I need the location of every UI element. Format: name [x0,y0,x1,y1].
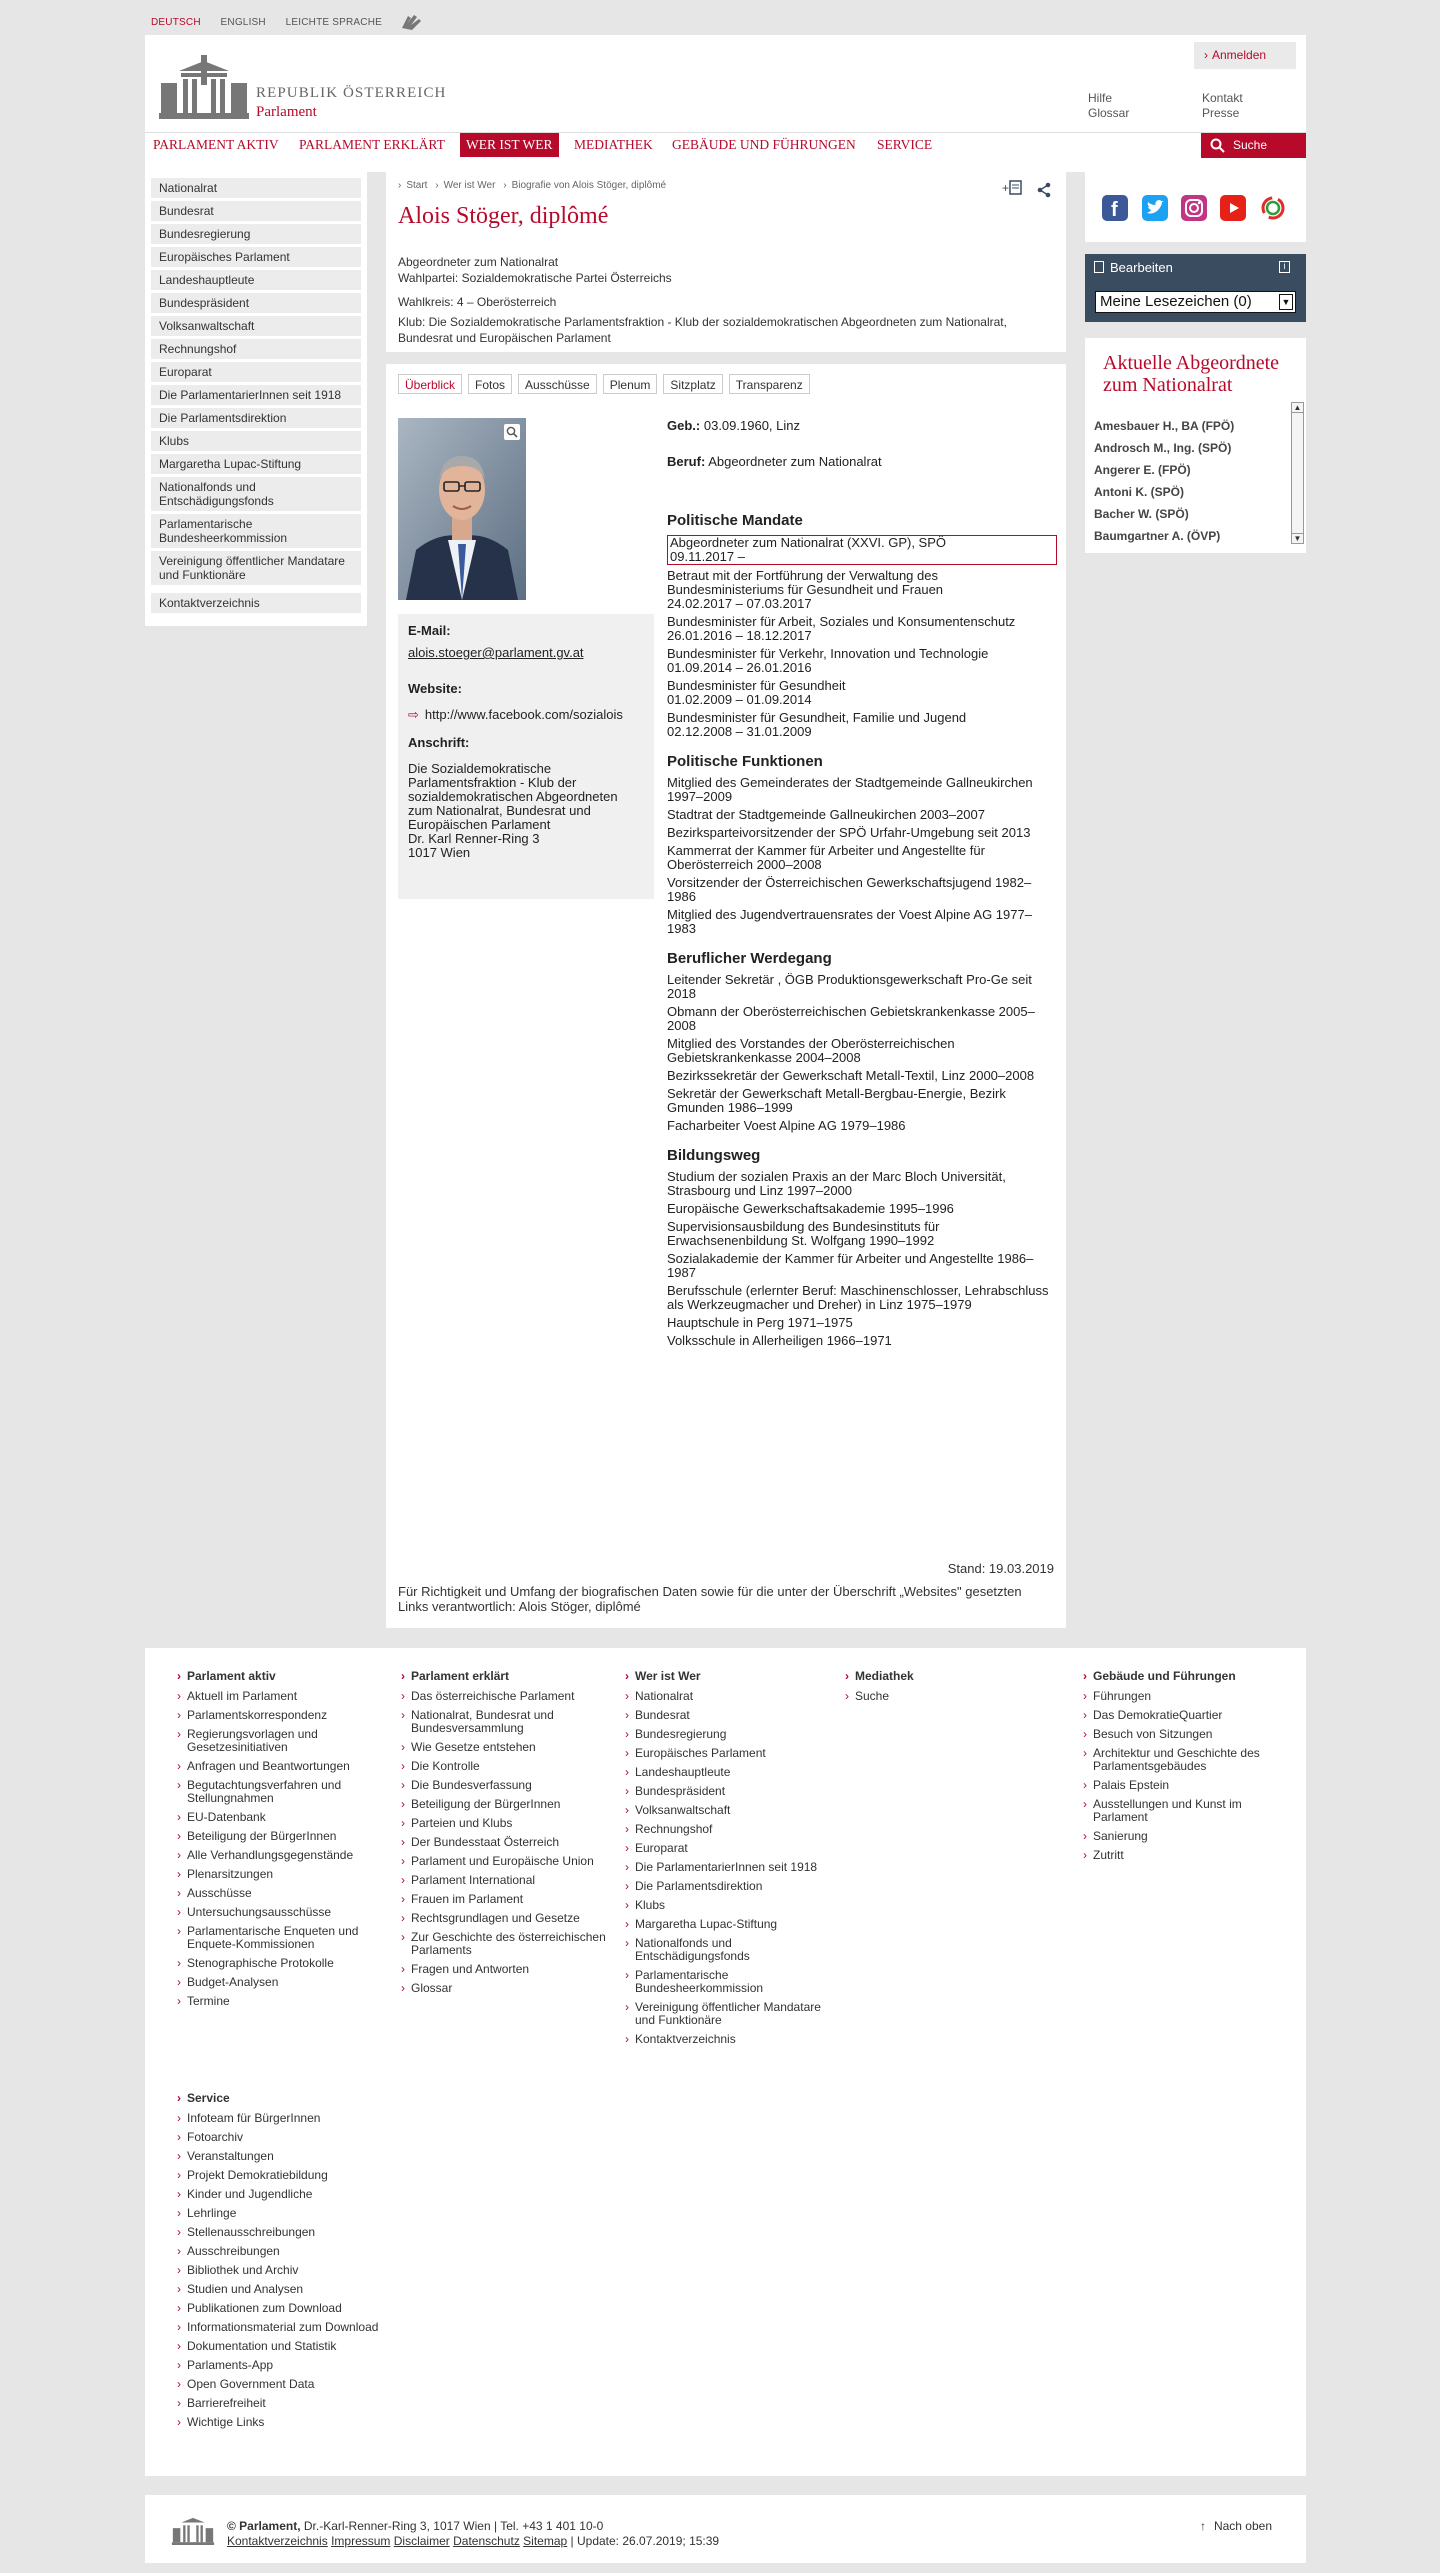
website-label: Website: [408,681,462,696]
sign-language-icon[interactable] [398,12,424,32]
footer-link[interactable]: › Europarat [635,1842,825,1855]
person-role: Abgeordneter zum Nationalrat [398,255,559,269]
footer-link[interactable]: › Wie Gesetze entstehen [411,1741,621,1754]
footer-link[interactable]: › Nationalfonds und Entschädigungsfonds [635,1937,825,1963]
bio-entry: Kammerrat der Kammer für Arbeiter und Angestellte für Oberösterreich 2000–2008 [667,843,985,872]
press-link[interactable]: Presse [1202,106,1240,120]
bottom-link-disclaimer[interactable]: Disclaimer [393,2534,450,2548]
help-link[interactable]: Hilfe [1088,91,1113,105]
leftnav-item[interactable]: Nationalrat [151,178,361,198]
bottom-link-impressum[interactable]: Impressum [331,2534,391,2548]
footer-link[interactable]: › Parlamentarische Bundesheerkommission [635,1969,825,1995]
breadcrumb-arrow-icon: › [435,180,439,191]
bottom-bar [145,2495,1306,2563]
logo-name: REPUBLIK ÖSTERREICH [256,85,447,101]
tab-ausschuesse[interactable]: Ausschüsse [518,374,597,394]
footer-link[interactable]: › Fragen und Antworten [411,1963,621,1976]
tab-sitzplatz[interactable]: Sitzplatz [663,374,722,394]
footer-link[interactable]: › Europäisches Parlament [635,1747,825,1760]
leftnav-item[interactable]: Landeshauptleute [151,270,361,290]
footer-link[interactable]: › Bundesrat [635,1709,825,1722]
breadcrumb [398,180,1054,191]
breadcrumb-wer-ist-wer[interactable]: Wer ist Wer [443,180,496,191]
bottom-link-kontaktverzeichnis[interactable]: Kontaktverzeichnis [227,2534,328,2548]
search-button[interactable]: Suche [1201,133,1306,158]
page-tools [1002,180,1052,201]
footer-link[interactable]: › Beteiligung der BürgerInnen [411,1798,621,1811]
footer-link[interactable]: › Beteiligung der BürgerInnen [187,1830,397,1843]
breadcrumb-arrow-icon: › [398,180,402,191]
footer-link[interactable]: › Kinder und Jugendliche [187,2188,417,2201]
person-club: Klub: Die Sozialdemokratische Parlamentsfraktion - Klub der sozialdemokratischen Abgeordneten zum Nationalrat, Bundesrat und Europäischen Parlament [398,315,1007,345]
footer-link[interactable]: › Anfragen und Beantwortungen [187,1760,397,1773]
nav-service[interactable]: SERVICE [877,137,933,152]
footer-link[interactable]: › Bundesregierung [635,1728,825,1741]
bio-entry: Bundesminister für Gesundheit 01.02.2009 – 01.09.2014 [667,678,846,707]
leftnav-item[interactable]: Bundespräsident [151,293,361,313]
footer-link[interactable]: › Vereinigung öffentlicher Mandatare und Funktionäre [635,2001,825,2027]
footer-link[interactable]: › Stenographische Protokolle [187,1957,397,1970]
lang-deutsch[interactable]: DEUTSCH [151,16,201,28]
leftnav-item[interactable]: Klubs [151,431,361,451]
footer-column-title[interactable]: › Parlament aktiv [187,1670,397,1683]
language-bar [151,12,424,32]
footer-link[interactable]: › Parlament International [411,1874,621,1887]
main-navigation [145,132,1306,157]
social-media-bar [1085,172,1306,242]
birth-info: Geb.: 03.09.1960, Linz [667,418,800,433]
logo-subtitle: Parlament [256,104,317,120]
tab-plenum[interactable]: Plenum [603,374,658,394]
person-district: Wahlkreis: 4 – Oberösterreich [398,295,557,309]
contact-box [398,614,654,899]
responsibility-note: Für Richtigkeit und Umfang der biografischen Daten sowie für die unter der Überschrift „Websites" gesetzten Links verantwortlich: Alois Stöger, diplômé [398,1584,1022,1614]
scroll-down-icon[interactable]: ▼ [1293,534,1302,543]
tab-ueberblick[interactable]: Überblick [398,374,462,394]
footer-link[interactable]: › Studien und Analysen [187,2283,417,2296]
bottom-link-sitemap[interactable]: Sitemap [523,2534,568,2548]
bookmarks-select[interactable]: Meine Lesezeichen (0) ▼ [1095,291,1296,313]
bio-entry: Hauptschule in Perg 1971–1975 [667,1315,853,1330]
parliament-logo[interactable] [159,55,447,122]
footer-link[interactable]: › Sanierung [1093,1830,1293,1843]
bookmarks-panel [1085,254,1306,322]
bio-entry: Abgeordneter zum Nationalrat (XXVI. GP), SPÖ 09.11.2017 – [667,535,1057,565]
bottom-address: Dr.-Karl-Renner-Ring 3, 1017 Wien | Tel. +43 1 401 10-0 [303,2519,604,2533]
footer-link[interactable]: › Zur Geschichte des österreichischen Parlaments [411,1931,621,1957]
biography [667,419,1057,1364]
leftnav-item[interactable]: Bundesregierung [151,224,361,244]
address-text: Die Sozialdemokratische Parlamentsfraktion - Klub der sozialdemokratischen Abgeordneten zum Nationalrat, Bundesrat und Europäischen Parlament Dr. Karl Renner-Ring 3 1017 Wien [408,761,618,860]
left-navigation [145,172,367,626]
footer-link[interactable]: › Regierungsvorlagen und Gesetzesinitiativen [187,1728,397,1754]
breadcrumb-arrow-icon: › [503,180,507,191]
footer-link[interactable]: › Palais Epstein [1093,1779,1293,1792]
external-link-icon: ⇨ [408,708,419,722]
chevron-down-icon: ▼ [1279,294,1293,310]
website-link[interactable]: ⇨ http://www.facebook.com/sozialois [408,708,623,722]
footer-column-title[interactable]: › Service [187,2092,417,2105]
footer-link[interactable]: › Klubs [635,1899,825,1912]
footer-column-parlament-erklaert [411,1670,621,2001]
footer-link[interactable]: › Parlament und Europäische Union [411,1855,621,1868]
list-item[interactable]: Antoni K. (SPÖ) [1094,485,1184,499]
footer-link[interactable]: › Bundespräsident [635,1785,825,1798]
nav-mediathek[interactable]: MEDIATHEK [574,137,653,152]
facebook-icon[interactable] [1102,195,1128,221]
footer-link[interactable]: › Die Bundesverfassung [411,1779,621,1792]
nav-parlament-erklaert[interactable]: PARLAMENT ERKLÄRT [299,137,445,152]
footer-column-title[interactable]: › Wer ist Wer [635,1670,825,1683]
person-header-card [386,172,1066,352]
list-item[interactable]: Angerer E. (FPÖ) [1094,463,1191,477]
login-button[interactable]: › Anmelden [1194,42,1296,69]
footer-link[interactable]: › Der Bundesstaat Österreich [411,1836,621,1849]
bio-entry: Volksschule in Allerheiligen 1966–1971 [667,1333,892,1348]
footer-link[interactable]: › Architektur und Geschichte des Parlamentsgebäudes [1093,1747,1293,1773]
footer-column-wer-ist-wer [635,1670,825,2052]
biography-card [386,364,1066,1628]
footer-link[interactable]: › Suche [855,1690,1055,1703]
footer-link[interactable]: › Die ParlamentarierInnen seit 1918 [635,1861,825,1874]
zoom-icon[interactable] [504,424,520,440]
email-label: E-Mail: [408,623,451,638]
footer-column-title[interactable]: › Mediathek [855,1670,1055,1683]
footer-link[interactable]: › Lehrlinge [187,2207,417,2220]
parliament-building-icon [159,55,249,119]
breadcrumb-start[interactable]: Start [406,180,428,191]
footer-link[interactable]: › Untersuchungsausschüsse [187,1906,397,1919]
leftnav-item[interactable]: Europäisches Parlament [151,247,361,267]
email-link[interactable]: alois.stoeger@parlament.gv.at [408,645,584,660]
profession-info: Beruf: Abgeordneter zum Nationalrat [667,454,882,469]
footer-column-title[interactable]: › Parlament erklärt [411,1670,621,1683]
twitter-icon[interactable] [1142,195,1168,221]
footer-link[interactable]: › Nationalrat, Bundesrat und Bundesversammlung [411,1709,621,1735]
svg-text:+: + [1002,181,1010,195]
footer-column-parlament-aktiv [187,1670,397,2014]
leftnav-item[interactable]: Kontaktverzeichnis [151,593,361,613]
footer-link[interactable]: › Frauen im Parlament [411,1893,621,1906]
site-footer [145,1648,1306,2476]
bio-entry: Supervisionsausbildung des Bundesinstituts für Erwachsenenbildung St. Wolfgang 1990–1992 [667,1219,940,1248]
footer-link[interactable]: › Landeshauptleute [635,1766,825,1779]
footer-link[interactable]: › Glossar [411,1982,621,1995]
bio-entry: Obmann der Oberösterreichischen Gebietskrankenkasse 2005–2008 [667,1004,1035,1033]
footer-link[interactable]: › Budget-Analysen [187,1976,397,1989]
list-item[interactable]: Androsch M., Ing. (SPÖ) [1094,441,1232,455]
leftnav-item[interactable]: Margaretha Lupac-Stiftung [151,454,361,474]
footer-link[interactable]: › Wichtige Links [187,2416,417,2429]
breadcrumb-current: Biografie von Alois Stöger, diplômé [511,180,667,191]
bottom-brand: © Parlament, [227,2519,301,2533]
footer-link[interactable]: › EU-Datenbank [187,1811,397,1824]
svg-text:f: f [1111,199,1118,221]
current-members-title: Aktuelle Abgeordnete zum Nationalrat [1103,352,1280,396]
lang-english[interactable]: ENGLISH [220,16,266,28]
bottom-link-datenschutz[interactable]: Datenschutz [453,2534,520,2548]
leftnav-item[interactable]: Europarat [151,362,361,382]
footer-column-title[interactable]: › Gebäude und Führungen [1093,1670,1293,1683]
contact-link[interactable]: Kontakt [1202,91,1243,105]
page-title: Alois Stöger, diplômé [398,203,609,229]
lang-leichte-sprache[interactable]: LEICHTE SPRACHE [285,16,382,28]
footer-link[interactable]: › Projekt Demokratiebildung [187,2169,417,2182]
back-to-top-link[interactable]: ↑ Nach oben [1199,2519,1272,2533]
person-party: Wahlpartei: Sozialdemokratische Partei Österreichs [398,271,672,285]
footer-link[interactable]: › Führungen [1093,1690,1293,1703]
bio-entry: Bundesminister für Verkehr, Innovation und Technologie 01.09.2014 – 26.01.2016 [667,646,989,675]
footer-link[interactable]: › Veranstaltungen [187,2150,417,2163]
arrow-up-icon: ↑ [1199,2519,1206,2533]
bio-entry: Stadtrat der Stadtgemeinde Gallneukirchen 2003–2007 [667,807,985,822]
footer-link[interactable]: › Parteien und Klubs [411,1817,621,1830]
leftnav-item[interactable]: Die ParlamentarierInnen seit 1918 [151,385,361,405]
bookmark-icon [1094,261,1104,273]
footer-link[interactable]: › Das österreichische Parlament [411,1690,621,1703]
footer-column-mediathek [855,1670,1055,1709]
leftnav-item[interactable]: Rechnungshof [151,339,361,359]
leftnav-item[interactable]: Bundesrat [151,201,361,221]
section-heading: Politische Mandate [667,512,803,529]
section-heading: Politische Funktionen [667,753,823,770]
youtube-icon[interactable] [1220,195,1246,221]
current-members-list [1094,415,1279,547]
person-summary [398,254,1054,346]
footer-link[interactable]: › Besuch von Sitzungen [1093,1728,1293,1741]
footer-column-service [187,2092,417,2435]
leftnav-item[interactable]: Nationalfonds und Entschädigungsfonds [151,477,361,511]
list-item[interactable]: Amesbauer H., BA (FPÖ) [1094,419,1235,433]
footer-link[interactable]: › Open Government Data [187,2378,417,2391]
bio-entry: Europäische Gewerkschaftsakademie 1995–1996 [667,1201,954,1216]
footer-link[interactable]: › Alle Verhandlungsgegenstände [187,1849,397,1862]
bio-entry: Mitglied des Vorstandes der Oberösterreichischen Gebietskrankenkasse 2004–2008 [667,1036,955,1065]
bookmark-add-icon[interactable] [1002,180,1024,198]
list-scrollbar[interactable] [1291,402,1304,544]
footer-link[interactable]: › Parlamentarische Enqueten und Enquete-Kommissionen [187,1925,397,1951]
bio-entry: Facharbeiter Voest Alpine AG 1979–1986 [667,1118,906,1133]
bio-entry: Mitglied des Gemeinderates der Stadtgemeinde Gallneukirchen 1997–2009 [667,775,1033,804]
bio-entry: Bundesminister für Gesundheit, Familie und Jugend 02.12.2008 – 31.01.2009 [667,710,967,739]
footer-link[interactable]: › Publikationen zum Download [187,2302,417,2315]
edit-button[interactable]: Bearbeiten [1094,260,1173,275]
ots-icon[interactable] [1260,195,1286,221]
footer-link[interactable]: › Die Parlamentsdirektion [635,1880,825,1893]
footer-link[interactable]: › Rechnungshof [635,1823,825,1836]
address-label: Anschrift: [408,735,470,750]
parliament-building-icon [171,2515,215,2545]
instagram-icon[interactable] [1181,195,1207,221]
nav-wer-ist-wer[interactable]: WER IST WER [460,133,559,157]
footer-link[interactable]: › Bibliothek und Archiv [187,2264,417,2277]
footer-link[interactable]: › Dokumentation und Statistik [187,2340,417,2353]
leftnav-item[interactable]: Volksanwaltschaft [151,316,361,336]
bio-entry: Sekretär der Gewerkschaft Metall-Bergbau-Energie, Bezirk Gmunden 1986–1999 [667,1086,1006,1115]
bio-entry: Studium der sozialen Praxis an der Marc Bloch Universität, Strasbourg und Linz 1997–2000 [667,1169,1006,1198]
bio-entry: Mitglied des Jugendvertrauensrates der Voest Alpine AG 1977–1983 [667,907,1032,936]
footer-link[interactable]: › Margaretha Lupac-Stiftung [635,1918,825,1931]
footer-link[interactable]: › Ausschüsse [187,1887,397,1900]
bio-entry: Berufsschule (erlernter Beruf: Maschinenschlosser, Lehrabschluss als Werkzeugmacher und Dreher) in Linz 1975–1979 [667,1283,1049,1312]
footer-link[interactable]: › Volksanwaltschaft [635,1804,825,1817]
footer-link[interactable]: › Begutachtungsverfahren und Stellungnahmen [187,1779,397,1805]
leftnav-item[interactable]: Parlamentarische Bundesheerkommission [151,514,361,548]
footer-link[interactable]: › Die Kontrolle [411,1760,621,1773]
scroll-up-icon[interactable]: ▲ [1293,403,1302,412]
footer-link[interactable]: › Barrierefreiheit [187,2397,417,2410]
login-arrow-icon: › [1204,48,1208,62]
bio-entry: Bundesminister für Arbeit, Soziales und Konsumentenschutz 26.01.2016 – 18.12.2017 [667,614,1016,643]
bio-entry: Leitender Sekretär , ÖGB Produktionsgewerkschaft Pro-Ge seit 2018 [667,972,1032,1001]
list-item[interactable]: Bacher W. (SPÖ) [1094,507,1189,521]
tab-transparenz[interactable]: Transparenz [729,374,810,394]
footer-link[interactable]: › Zutritt [1093,1849,1293,1862]
footer-link[interactable]: › Kontaktverzeichnis [635,2033,825,2046]
footer-link[interactable]: › Parlaments-App [187,2359,417,2372]
bottom-info [227,2519,719,2549]
footer-link[interactable]: › Termine [187,1995,397,2008]
bio-entry: Vorsitzender der Österreichischen Gewerkschaftsjugend 1982–1986 [667,875,1032,904]
section-heading: Bildungsweg [667,1147,761,1164]
portrait-image [398,418,526,600]
bio-entry: Bezirkssekretär der Gewerkschaft Metall-Textil, Linz 2000–2008 [667,1068,1035,1083]
footer-link[interactable]: › Ausstellungen und Kunst im Parlament [1093,1798,1293,1824]
bottom-update: | Update: 26.07.2019; 15:39 [570,2534,720,2548]
biography-sections [667,514,1057,1348]
current-members-panel [1085,338,1306,553]
bio-entry: Sozialakademie der Kammer für Arbeiter und Angestellte 1986–1987 [667,1251,1034,1280]
tab-fotos[interactable]: Fotos [468,374,512,394]
footer-link[interactable]: › Nationalrat [635,1690,825,1703]
footer-link[interactable]: › Parlamentskorrespondenz [187,1709,397,1722]
footer-link[interactable]: › Informationsmaterial zum Download [187,2321,417,2334]
footer-link[interactable]: › Stellenausschreibungen [187,2226,417,2239]
footer-link[interactable]: › Infoteam für BürgerInnen [187,2112,417,2125]
footer-link[interactable]: › Das DemokratieQuartier [1093,1709,1293,1722]
footer-link[interactable]: › Plenarsitzungen [187,1868,397,1881]
footer-column-gebaeude-fuehrungen [1093,1670,1293,1868]
bio-entry: Betraut mit der Fortführung der Verwaltung des Bundesministeriums für Gesundheit und Frauen 24.02.2017 – 07.03.2017 [667,568,944,611]
bio-entry: Bezirksparteivorsitzender der SPÖ Urfahr-Umgebung seit 2013 [667,825,1031,840]
nav-parlament-aktiv[interactable]: PARLAMENT AKTIV [153,137,279,152]
leftnav-item[interactable]: Die Parlamentsdirektion [151,408,361,428]
section-heading: Beruflicher Werdegang [667,950,832,967]
glossary-link[interactable]: Glossar [1088,106,1130,120]
portrait-photo[interactable] [398,418,526,600]
tab-bar [398,374,1054,394]
footer-link[interactable]: › Fotoarchiv [187,2131,417,2144]
site-header [145,35,1306,172]
footer-link[interactable]: › Aktuell im Parlament [187,1690,397,1703]
leftnav-item[interactable]: Vereinigung öffentlicher Mandatare und Funktionäre [151,551,361,585]
search-icon [1210,138,1225,153]
share-icon[interactable] [1036,182,1052,198]
nav-gebaeude-fuehrungen[interactable]: GEBÄUDE UND FÜHRUNGEN [672,137,856,152]
stand-date: Stand: 19.03.2019 [947,1561,1054,1576]
footer-link[interactable]: › Rechtsgrundlagen und Gesetze [411,1912,621,1925]
footer-link[interactable]: › Ausschreibungen [187,2245,417,2258]
info-icon[interactable]: i [1279,261,1290,273]
list-item[interactable]: Baumgartner A. (ÖVP) [1094,529,1221,543]
